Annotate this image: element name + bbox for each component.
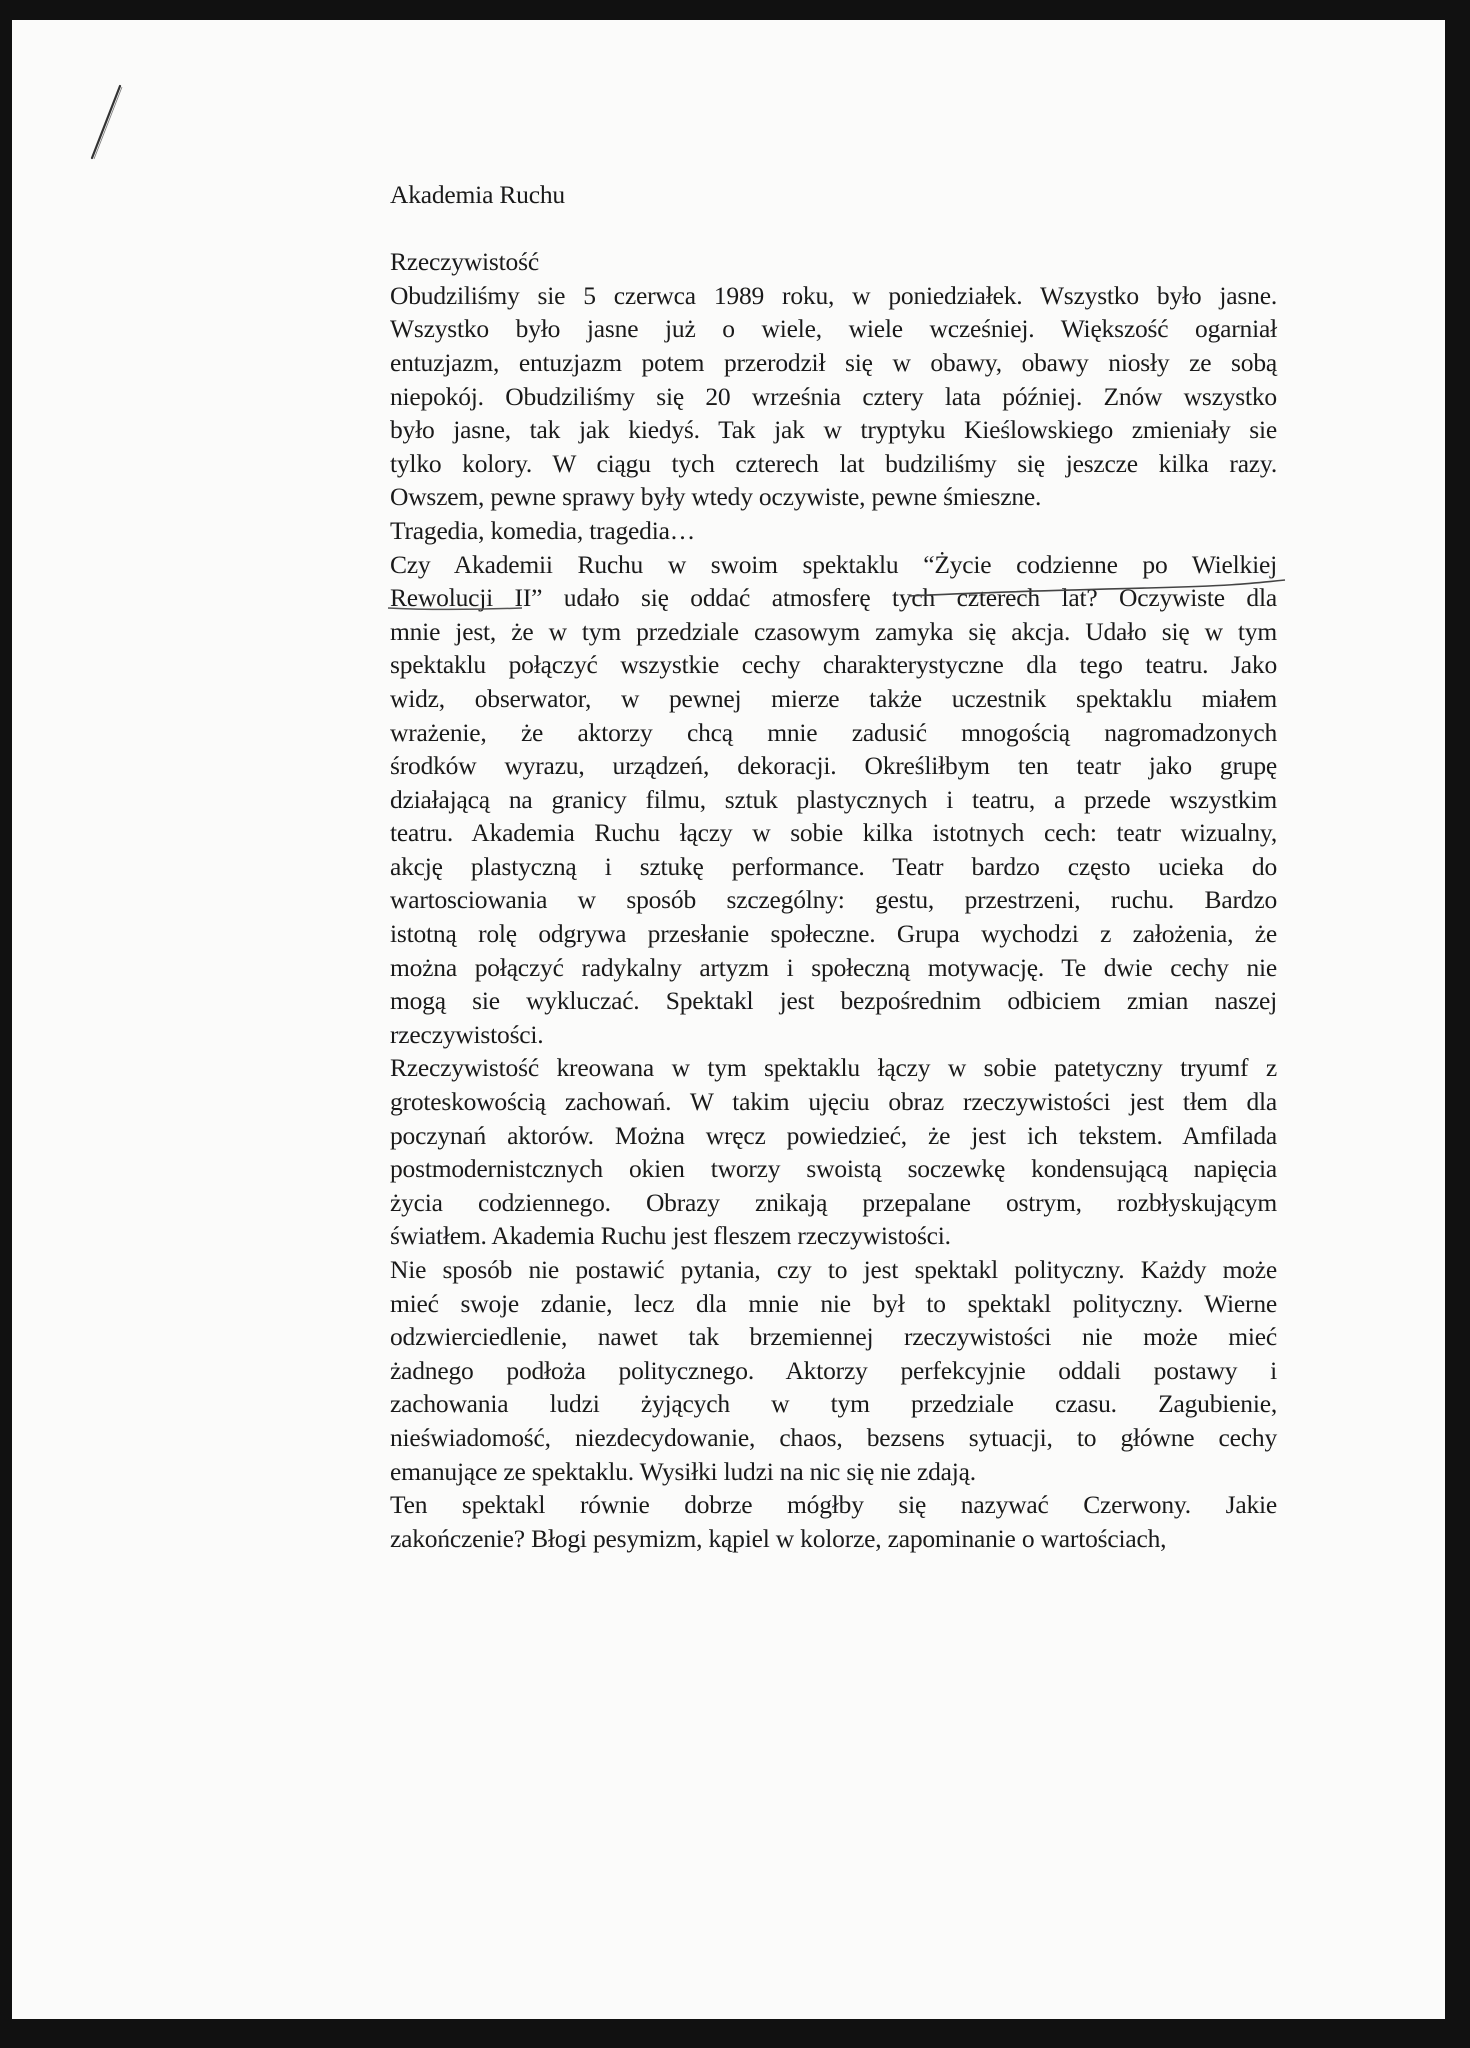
text-line: życia codziennego. Obrazy znikają przepalane ostrym, rozbłyskującym [390,1187,1277,1217]
text-line: Tragedia, komedia, tragedia… [390,515,696,545]
text-line: Owszem, pewne sprawy były wtedy oczywiste, pewne śmieszne. [390,482,1042,512]
text-line: istotną rolę odgrywa przesłanie społeczne. Grupa wychodzi z założenia, że [390,919,1277,949]
text-line: niepokój. Obudziliśmy się 20 września cztery lata później. Znów wszystko [390,381,1277,411]
text-line: zakończenie? Błogi pesymizm, kąpiel w kolorze, zapominanie o wartościach, [390,1523,1167,1553]
text-line: Rzeczywistość kreowana w tym spektaklu łączy w sobie patetyczny tryumf z [390,1053,1277,1083]
text-line: działającą na granicy filmu, sztuk plastycznych i teatru, a przede wszystkim [390,784,1277,814]
pen-stroke-mark [86,82,126,162]
text-line: postmodernistcznych okien tworzy swoistą soczewkę kondensującą napięcia [390,1154,1277,1184]
text-line: poczynań aktorów. Można wręcz powiedzieć, że jest ich tekstem. Amfilada [390,1120,1277,1150]
section-heading: Rzeczywistość [390,247,539,277]
text-line: Ten spektakl równie dobrze mógłby się nazywać Czerwony. Jakie [390,1490,1277,1520]
text-line: Nie sposób nie postawić pytania, czy to jest spektakl polityczny. Każdy może [390,1255,1277,1284]
text-line: żadnego podłoża politycznego. Aktorzy perfekcyjnie oddali postawy i [390,1355,1277,1385]
document-page [12,20,1445,2019]
text-line: światłem. Akademia Ruchu jest fleszem rzeczywistości. [390,1221,951,1251]
document-body [390,178,1277,1555]
body-text [390,245,1277,1555]
text-line: tylko kolory. W ciągu tych czterech lat budziliśmy się jeszcze kilka razy. [390,448,1277,478]
text-line: akcję plastyczną i sztukę performance. Teatr bardzo często ucieka do [390,851,1277,881]
text-line: zachowania ludzi żyjących w tym przedziale czasu. Zagubienie, [390,1389,1277,1419]
text-line: Wszystko było jasne już o wiele, wiele wcześniej. Większość ogarniał [390,314,1277,344]
text-line: Obudziliśmy sie 5 czerwca 1989 roku, w poniedziałek. Wszystko było jasne. [390,280,1277,310]
text-line: entuzjazm, entuzjazm potem przerodził się w obawy, obawy niosły ze sobą [390,347,1277,377]
text-line: Rewolucji II” udało się oddać atmosferę tych czterech lat? Oczywiste dla [390,583,1277,613]
text-line: Czy Akademii Ruchu w swoim spektaklu “Życie codzienne po Wielkiej [390,549,1277,579]
text-line: wrażenie, że aktorzy chcą mnie zadusić mnogością nagromadzonych [390,717,1277,747]
text-line: widz, obserwator, w pewnej mierze także uczestnik spektaklu miałem [390,683,1277,713]
text-line: rzeczywistości. [390,1019,544,1049]
text-line: środków wyrazu, urządzeń, dekoracji. Określiłbym ten teatr jako grupę [390,751,1277,781]
text-line: odzwierciedlenie, nawet tak brzemiennej rzeczywistości nie może mieć [390,1322,1277,1352]
text-line: było jasne, tak jak kiedyś. Tak jak w tryptyku Kieślowskiego zmieniały sie [390,415,1277,445]
text-line: mogą sie wykluczać. Spektakl jest bezpośrednim odbiciem zmian naszej [390,986,1277,1016]
text-line: teatru. Akademia Ruchu łączy w sobie kilka istotnych cech: teatr wizualny, [390,818,1277,848]
text-line: można połączyć radykalny artyzm i społeczną motywację. Te dwie cechy nie [390,952,1277,982]
text-line: mieć swoje zdanie, lecz dla mnie nie był to spektakl polityczny. Wierne [390,1288,1277,1318]
text-line: groteskowością zachowań. W takim ujęciu obraz rzeczywistości jest tłem dla [390,1087,1277,1117]
text-line: wartosciowania w sposób szczególny: gestu, przestrzeni, ruchu. Bardzo [390,885,1277,915]
text-line: spektaklu połączyć wszystkie cechy charakterystyczne dla tego teatru. Jako [390,650,1277,680]
text-line: mnie jest, że w tym przedziale czasowym zamyka się akcja. Udało się w tym [390,616,1277,646]
text-line: nieświadomość, niezdecydowanie, chaos, bezsens sytuacji, to główne cechy [390,1422,1277,1452]
document-title: Akademia Ruchu [390,180,565,209]
text-line: emanujące ze spektaklu. Wysiłki ludzi na nic się nie zdają. [390,1456,976,1486]
